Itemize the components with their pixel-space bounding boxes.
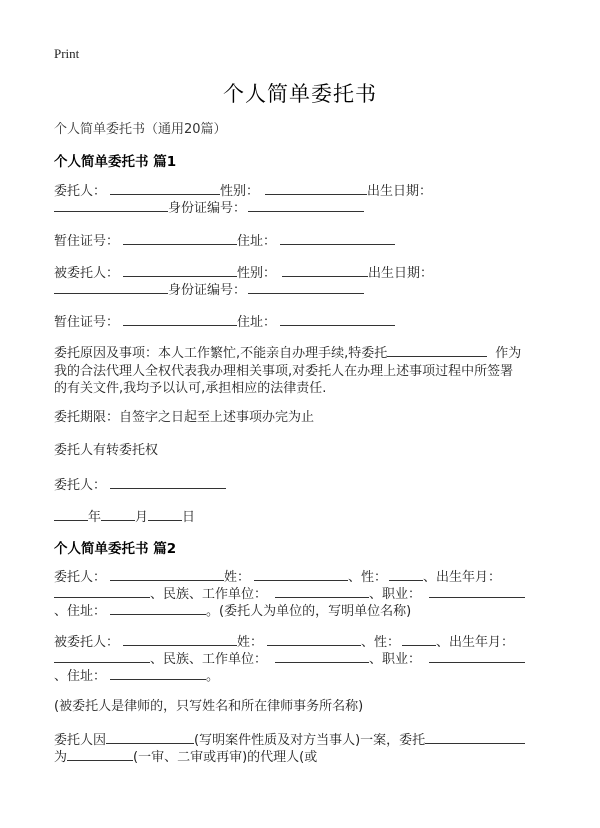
section-heading-1: 个人简单委托书 篇1: [54, 154, 177, 170]
case-nature-blank: [106, 730, 194, 744]
case-text-3: 为: [54, 750, 68, 765]
day-label: 日: [182, 510, 196, 525]
signature-row: [54, 475, 226, 494]
s2-principal-label: 委托人：: [54, 570, 107, 585]
agent-residence-row: [54, 312, 395, 331]
s2-job-blank: [429, 584, 525, 598]
address-label: 住址：: [237, 234, 277, 249]
permit-label: 暂住证号：: [54, 234, 120, 249]
month-label: 月: [135, 510, 149, 525]
year-blank: [54, 507, 88, 521]
case-row-2: [54, 747, 317, 766]
s2-principal-blank: [110, 567, 224, 581]
agent-row-2: [54, 280, 364, 299]
agent-id-label: 身份证编号：: [168, 283, 247, 298]
transfer-line: 委托人有转委托权: [54, 443, 159, 458]
s2-address-label: 、住址：: [54, 604, 107, 619]
s2-birth-blank: [54, 584, 150, 598]
s2-job-label: 、职业：: [369, 587, 422, 602]
s2-agent-blank: [123, 632, 237, 646]
s2-name-label: 姓：: [224, 570, 251, 585]
date-row: [54, 507, 195, 526]
birth-label: 出生日期：: [367, 184, 433, 199]
year-label: 年: [88, 510, 102, 525]
s2-principal-row-3: [54, 601, 411, 620]
s2-gender-blank: [389, 567, 423, 581]
case-agent-blank: [425, 730, 525, 744]
case-instance-blank: [67, 747, 133, 761]
agent-birth-label: 出生日期：: [368, 266, 434, 281]
gender-label: 性别：: [220, 184, 260, 199]
s2-agent-row-3: [54, 666, 219, 685]
signature-blank: [110, 475, 226, 489]
s2-agent-gender-label: 、性：: [361, 635, 401, 650]
agent-gender-label: 性别：: [237, 266, 277, 281]
s2-name-blank: [254, 567, 348, 581]
reason-text-2: 作为: [495, 346, 522, 361]
s2-agent-gender-blank: [402, 632, 436, 646]
s2-agent-birth-label: 、出生年月：: [436, 635, 515, 650]
agent-address-blank: [280, 312, 395, 326]
signature-label: 委托人：: [54, 478, 107, 493]
permit-blank: [123, 231, 237, 245]
s2-ethnic-work-label: 、民族、工作单位：: [150, 587, 268, 602]
birth-blank: [54, 198, 168, 212]
reason-text-1: 委托原因及事项：本人工作繁忙,不能亲自办理手续,特委托: [54, 346, 388, 361]
id-label: 身份证编号：: [168, 201, 247, 216]
s2-agent-label: 被委托人：: [54, 635, 120, 650]
agent-id-blank: [248, 280, 364, 294]
s2-agent-end-note: 。: [206, 669, 220, 684]
s2-work-blank: [275, 584, 369, 598]
print-link[interactable]: Print: [54, 46, 80, 61]
s2-agent-name-blank: [267, 632, 361, 646]
case-text-1: 委托人因: [54, 733, 107, 748]
id-blank: [248, 198, 364, 212]
principal-label: 委托人：: [54, 184, 107, 199]
s2-agent-job-label: 、职业：: [369, 652, 422, 667]
principal-residence-row: [54, 231, 395, 250]
document-title: 个人简单委托书: [223, 82, 377, 106]
s2-agent-address-label: 、住址：: [54, 669, 107, 684]
principal-name-blank: [110, 181, 220, 195]
reason-paragraph: [54, 343, 549, 398]
s2-agent-job-blank: [429, 649, 525, 663]
lawyer-note: (被委托人是律师的，只写姓名和所在律师事务所名称): [54, 699, 364, 714]
day-blank: [148, 507, 182, 521]
s2-agent-ethnic-work-label: 、民族、工作单位：: [150, 652, 268, 667]
agent-label: 被委托人：: [54, 266, 120, 281]
s2-agent-address-blank: [110, 666, 206, 680]
address-blank: [280, 231, 395, 245]
term-line: 委托期限：自签字之日起至上述事项办完为止: [54, 410, 315, 425]
s2-end-note: 。(委托人为单位的，写明单位名称): [206, 604, 412, 619]
gender-blank: [265, 181, 367, 195]
case-text-4: (一审、二审或再审)的代理人(或: [133, 750, 318, 765]
agent-permit-label: 暂住证号：: [54, 315, 120, 330]
principal-row-2: [54, 198, 364, 217]
agent-permit-blank: [123, 312, 237, 326]
reason-text-4: 的有关文件,我均予以认可,承担相应的法律责任.: [54, 381, 327, 396]
agent-birth-blank: [54, 280, 168, 294]
s2-agent-work-blank: [275, 649, 369, 663]
reason-agent-blank: [387, 343, 487, 357]
reason-text-3: 我的合法代理人全权代表我办理相关事项,对委托人在办理上述事项过程中所签署: [54, 363, 514, 379]
document-subtitle: 个人简单委托书（通用20篇）: [54, 122, 227, 137]
section-heading-2: 个人简单委托书 篇2: [54, 541, 177, 557]
s2-gender-label: 、性：: [348, 570, 388, 585]
case-text-2: (写明案件性质及对方当事人)一案，委托: [194, 733, 426, 748]
month-blank: [101, 507, 135, 521]
agent-address-label: 住址：: [237, 315, 277, 330]
s2-agent-birth-blank: [54, 649, 150, 663]
agent-name-blank: [123, 263, 237, 277]
agent-gender-blank: [282, 263, 368, 277]
s2-birth-label: 、出生年月：: [423, 570, 502, 585]
s2-address-blank: [110, 601, 206, 615]
s2-agent-name-label: 姓：: [237, 635, 264, 650]
